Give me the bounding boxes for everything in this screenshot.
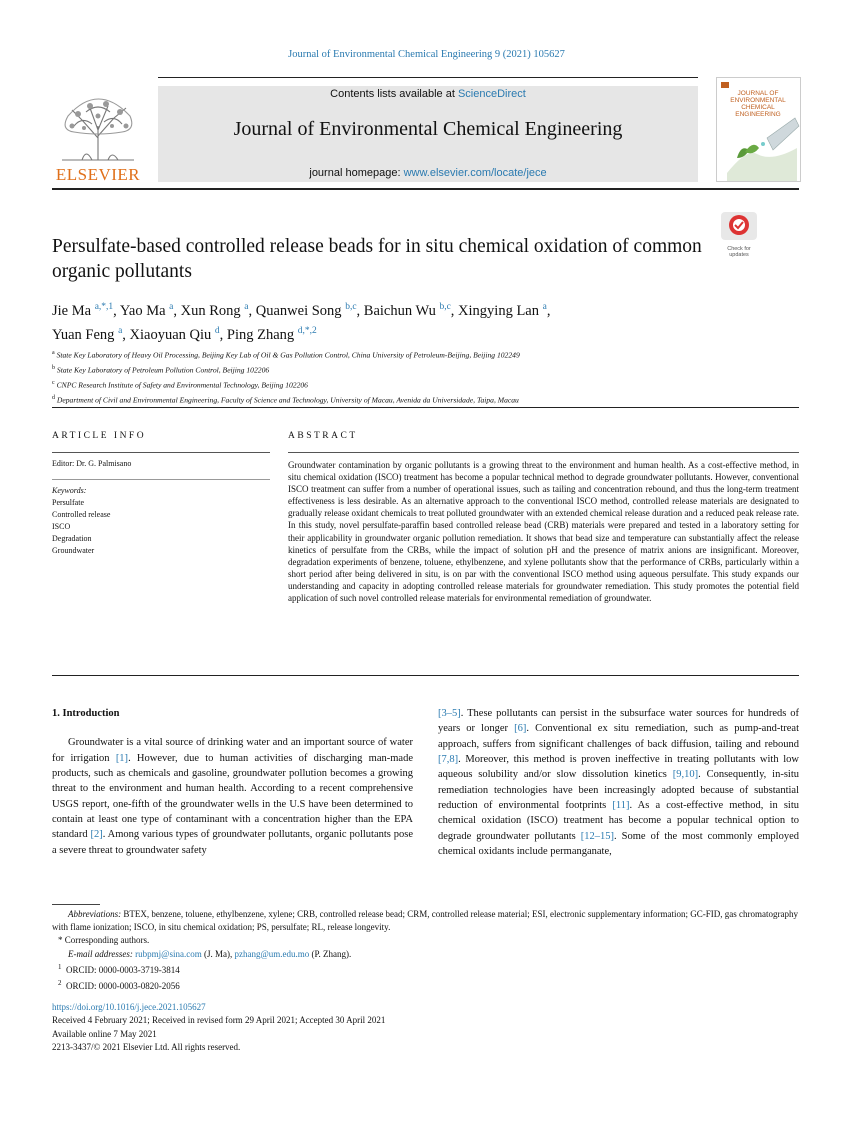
publisher-name: ELSEVIER [55,165,141,184]
citation-link[interactable]: [9,10] [672,769,699,781]
citation-link[interactable]: [3–5] [438,708,461,719]
cover-title: JOURNAL OF ENVIRONMENTAL CHEMICAL ENGINEERING [730,90,786,118]
email-owner: (J. Ma), [201,948,235,959]
copyright: 2213-3437/© 2021 Elsevier Ltd. All rights reserved. [52,1042,241,1053]
email-note [52,948,799,961]
affiliation-mark: d [52,395,55,402]
author-affiliation-mark[interactable]: d [214,325,220,336]
orcid-text: ORCID: 0000-0003-3719-3814 [66,964,180,975]
citation-link[interactable]: [2] [90,829,103,841]
keyword-item: Controlled release [52,510,111,519]
author-name[interactable]: Xun Rong [180,302,241,319]
author-name[interactable]: Xiaoyuan Qiu [129,326,212,343]
email-label: E-mail addresses: [68,948,133,959]
doi-link[interactable]: https://doi.org/10.1016/j.jece.2021.105627 [52,1002,206,1012]
keyword-item: ISCO [52,522,71,531]
author-affiliation-mark[interactable]: a [169,302,174,312]
abstract-bottom-rule [52,675,799,676]
intro-text: . As a cost-effective method, in situ chemical oxidation (ISCO) treatment has become a popular technical option to degrade groundwater pollutants [438,800,799,842]
intro-text: . These pollutants can persist in the subsurface water sources for hundreds of years or longer [438,708,799,735]
abbreviations-label: Abbreviations: [68,909,122,919]
abbreviations-note [52,908,799,934]
abbreviations-text: BTEX, benzene, toluene, ethylbenzene, xylene; CRB, controlled release bead; CRM, controlled release material; ESI, electronic supplementary information; GC-FID, gas chromatography with flame ionization; ISCO, in situ chemical oxidation; PS, persulfate; RL, release longevity. [52,909,798,933]
author-name[interactable]: Yao Ma [119,302,166,319]
author-affiliation-mark[interactable]: a [118,325,123,336]
keywords-label: Keywords: [52,486,87,495]
intro-text: . Among various types of groundwater pollutants, organic pollutants pose a severe threat to groundwater safety [52,829,413,856]
editor-line: Editor: Dr. G. Palmisano [52,459,132,468]
journal-reference[interactable]: Journal of Environmental Chemical Engineering 9 (2021) 105627 [288,49,565,60]
citation-link[interactable]: [11] [612,800,630,812]
received-dates: Received 4 February 2021; Received in revised form 29 April 2021; Accepted 30 April 2021 [52,1015,386,1026]
author-affiliation-mark[interactable]: d,*,2 [297,325,317,336]
footnote-rule [52,904,100,905]
author-affiliation-mark[interactable]: b,c [345,302,357,312]
affiliation-text: State Key Laboratory of Heavy Oil Processing, Beijing Key Lab of Oil & Gas Pollution Control, China University of Petroleum-Beijing, Beijing 102249 [56,350,520,360]
orcid-text: ORCID: 0000-0003-0820-2056 [66,981,180,992]
intro-text: . Some of the most commonly employed chemical oxidants include permanganate, [438,830,799,858]
check-for-updates-button[interactable] [718,211,760,258]
homepage-line [158,167,698,179]
check-updates-icon [718,211,760,241]
author-name[interactable]: Baichun Wu [363,302,436,319]
intro-paragraph [52,735,413,858]
keywords-rule [52,479,270,480]
intro-text: . Conventional ex situ remediation, such as pump-and-treat approach, suffers from significant challenges of back diffusion, tailing and rebound [438,723,799,750]
author-name[interactable]: Ping Zhang [226,326,295,343]
author-affiliation-mark[interactable]: a [244,302,249,312]
sciencedirect-link[interactable]: ScienceDirect [457,88,526,100]
keyword-item: Groundwater [52,546,95,555]
header-bottom-rule [52,188,799,190]
intro-text: . However, due to human activities of discharging man-made products, such as chemicals and gasoline, groundwater pollution becomes a growing threat to the environment and human health. According to a recent comprehensive USGS report, one-fifth of the groundwater wells in the U.S have been determined to contain at least one type of contaminant with a concentration higher than the EPA standard [52,752,413,841]
affiliation-mark: b [52,365,55,372]
citation-link[interactable]: [6] [514,723,527,735]
author-affiliation-mark[interactable]: a [542,302,547,312]
author-name[interactable]: Jie Ma [52,302,92,319]
article-info-rule [52,452,270,453]
citation-link[interactable]: [12–15] [580,830,615,842]
footnotes [52,908,799,993]
corresponding-note: * Corresponding authors. [58,935,150,946]
orcid-note: $^2$ ORCID: 0000-0003-0820-2056 [58,979,180,992]
article-title: Persulfate-based controlled release beads for in situ chemical oxidation of common organic pollutants [52,236,702,282]
email-owner: (P. Zhang). [309,948,352,959]
author-name[interactable]: Yuan Feng [52,326,115,343]
affiliation-text: CNPC Research Institute of Safety and Environmental Technology, Beijing 102206 [56,380,308,390]
orcid-note: $^1$ ORCID: 0000-0003-3719-3814 [58,962,180,975]
email-link[interactable]: rubpmj@sina.com [135,948,202,959]
online-date: Available online 7 May 2021 [52,1028,157,1039]
affiliation-item [52,377,812,392]
author-list: Jie Ma $^{a,*,1}$, Yao Ma $^a$, Xun Rong $^a$, Quanwei Song $^{b,c}$, Baichun Wu $^{b,c}$, Xingying Lan $^a$, Yuan Feng $^a$, Xiaoyuan Qiu $^d$, Ping Zhang $^{d,*,2}$ [52,302,551,343]
abstract-heading: ABSTRACT [288,431,358,441]
citation-link[interactable]: [1] [115,752,129,764]
author-affiliation-mark[interactable]: a,*,1 [94,302,114,312]
affiliation-text: Department of Civil and Environmental Engineering, Faculty of Science and Technology, University of Macau, Avenida da Universidade, Taipa, Macau [56,395,519,405]
intro-text: . Consequently, in-situ remediation technologies have been increasingly adopted because of substantial reduction of environmental footprints [438,769,799,812]
journal-title: Journal of Environmental Chemical Engineering [233,118,623,140]
affiliation-item [52,392,812,407]
intro-paragraph-continued [438,706,799,859]
section-divider [52,407,799,408]
homepage-link[interactable]: www.elsevier.com/locate/jece [403,167,547,179]
header-top-rule [158,77,698,78]
introduction-heading: 1. Introduction [52,708,120,719]
contents-prefix: Contents lists available at [330,88,458,100]
body-column-right [438,706,799,859]
homepage-prefix: journal homepage: [309,167,404,179]
keywords-block [52,485,270,557]
affiliation-text: State Key Laboratory of Petroleum Pollution Control, Beijing 102206 [56,365,270,375]
body-column-left [52,706,413,858]
author-name[interactable]: Xingying Lan [458,302,539,319]
intro-text: Groundwater is a vital source of drinking water and an important source of water for irrigation [52,737,413,764]
publication-info [52,1001,799,1055]
author-name[interactable]: Quanwei Song [255,302,342,319]
affiliation-item [52,362,812,377]
keyword-item: Persulfate [52,498,84,507]
article-info-heading: ARTICLE INFO [52,431,147,441]
citation-link[interactable]: [7,8] [438,754,459,766]
contents-line [158,88,698,100]
affiliation-list [52,347,812,407]
intro-text: . Moreover, this method is proven ineffective in treating pollutants with low aqueous solubility and/or slow dissolution kinetics [438,754,799,781]
email-link[interactable]: pzhang@um.edu.mo [234,948,310,959]
affiliation-mark: a [52,350,55,356]
affiliation-mark: c [52,380,55,387]
affiliation-item [52,347,812,362]
author-affiliation-mark[interactable]: b,c [439,302,451,312]
abstract-text: Groundwater contamination by organic pollutants is a growing threat to the environment and human health. As a cost-effective method, in situ chemical oxidation (ISCO) treatment has become a popular technical method to degrade groundwater pollutants. However, conventional ISCO treatment can suffer from a number of operational issues, such as tailing and concentration rebound, and thus the long-term treatment effectiveness is less desirable. As an alternative approach to the conventional ISCO method, controlled release materials are designated to gradually release oxidant chemicals to treat polluted groundwater with an extended chemical release duration and a reduced peak release rate. In this study, novel persulfate-paraffin based controlled release bead (CRB) materials were prepared and tested in a laboratory setting for their applicability in groundwater organic pollution remediation. It shows that bead size and temperature can substantially affect the release kinetics of persulfate from the CRBs, while the impact of solution pH and the presence of matrix anions are insignificant. Moreover, degradation experiments of benzene, toluene, ethylbenzene, and xylene pollutants show that the performance of CRBs, particularly within a short period after being delivered in situ, is on par with the conventional ISCO method using aqueous persulfate. This study expands our understanding and capacity in adopting controlled release materials for groundwater remediation. This study promotes the potential field application of such novel controlled release materials for environmental remediation of groundwater. [288,460,799,604]
abstract-rule [288,452,799,453]
check-updates-label: Check for updates [727,246,751,258]
keyword-item: Degradation [52,534,92,543]
